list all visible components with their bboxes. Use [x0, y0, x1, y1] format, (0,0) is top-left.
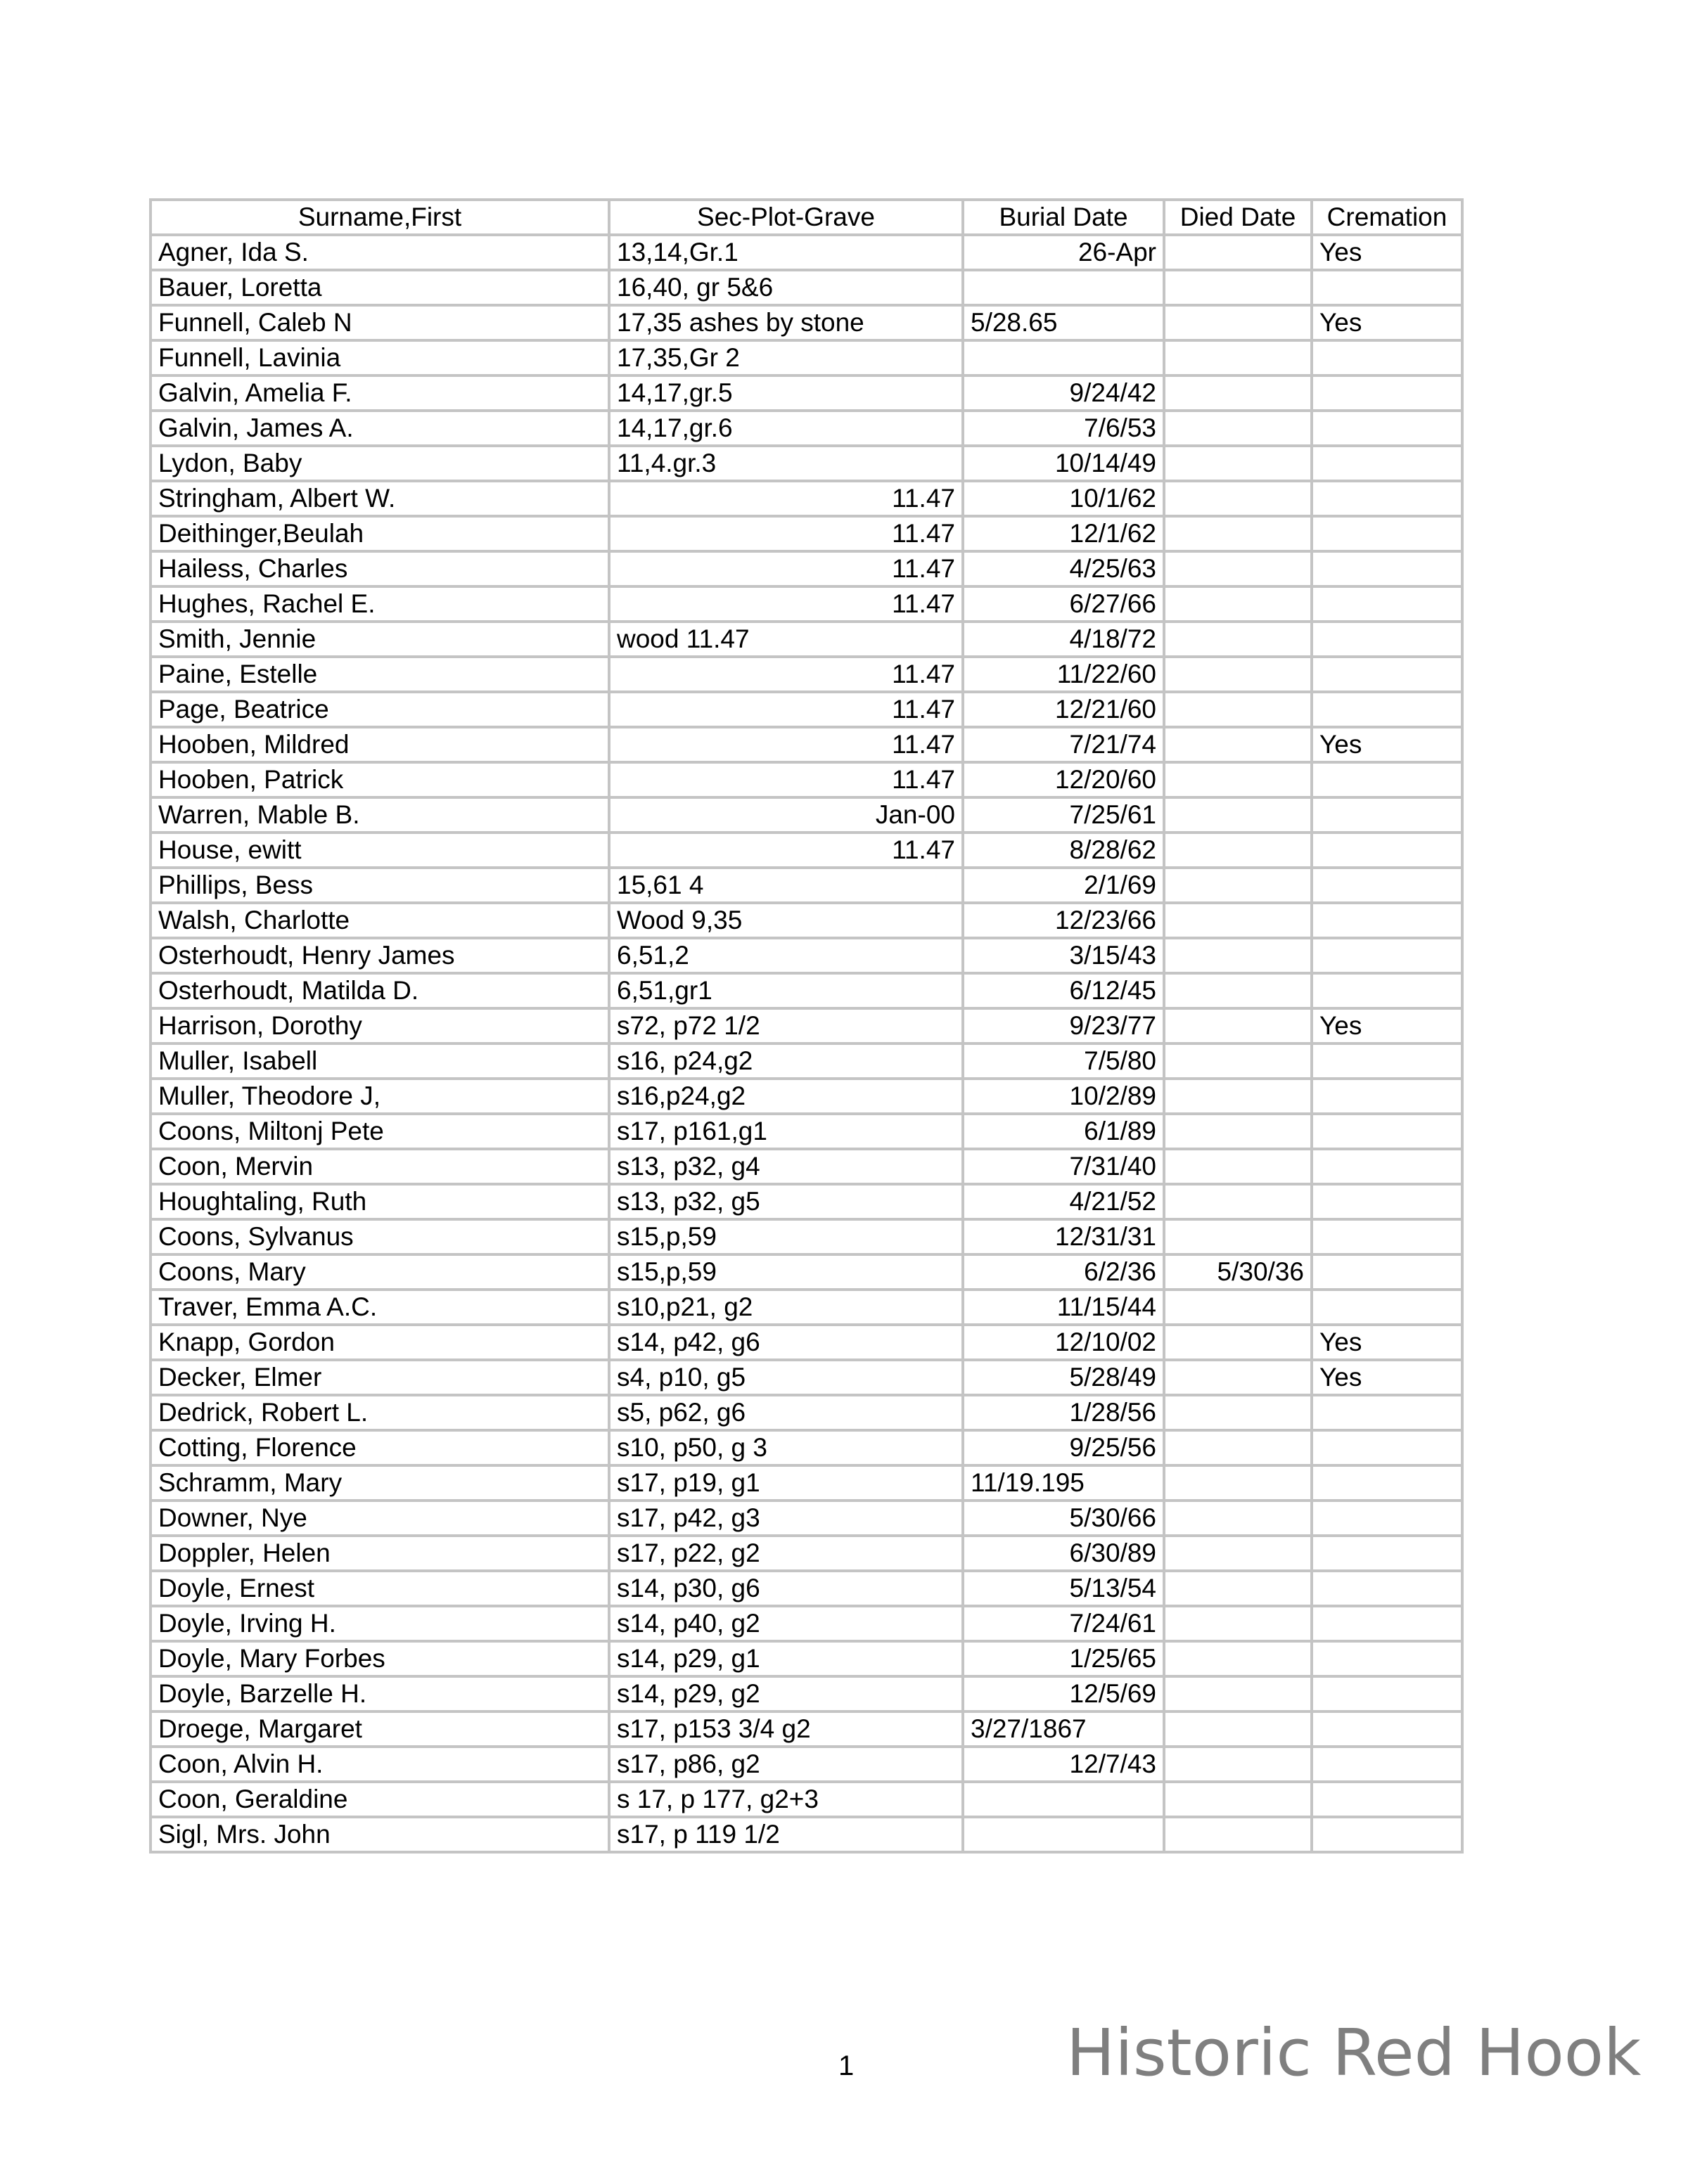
cell-cremation: [1312, 1782, 1462, 1817]
cell-name: Galvin, James A.: [151, 411, 609, 446]
cell-name: Doppler, Helen: [151, 1536, 609, 1571]
cell-sec-plot-grave: 15,61 4: [609, 868, 963, 903]
cell-cremation: [1312, 1747, 1462, 1782]
cell-cremation: [1312, 1571, 1462, 1606]
table-row: [151, 1008, 1462, 1043]
cell-cremation: [1312, 375, 1462, 411]
table-row: [151, 1501, 1462, 1536]
cell-sec-plot-grave: 11.47: [609, 727, 963, 762]
cell-sec-plot-grave: 11.47: [609, 586, 963, 622]
cell-cremation: [1312, 1711, 1462, 1747]
cell-name: Coon, Mervin: [151, 1149, 609, 1184]
cell-cremation: [1312, 1465, 1462, 1501]
cell-burial-date: 12/5/69: [963, 1676, 1164, 1711]
cell-died-date: [1164, 1676, 1312, 1711]
table-row: [151, 1184, 1462, 1219]
cell-cremation: [1312, 1079, 1462, 1114]
cell-name: Decker, Elmer: [151, 1360, 609, 1395]
cell-burial-date: 6/2/36: [963, 1254, 1164, 1290]
cell-name: Coons, Sylvanus: [151, 1219, 609, 1254]
cell-sec-plot-grave: s17, p86, g2: [609, 1747, 963, 1782]
table-row: [151, 762, 1462, 797]
table-row: [151, 1676, 1462, 1711]
cell-died-date: [1164, 375, 1312, 411]
cell-died-date: [1164, 411, 1312, 446]
cell-name: Walsh, Charlotte: [151, 903, 609, 938]
cell-died-date: [1164, 973, 1312, 1008]
table-row: [151, 1290, 1462, 1325]
cell-cremation: Yes: [1312, 727, 1462, 762]
cell-died-date: [1164, 1360, 1312, 1395]
cell-name: Knapp, Gordon: [151, 1325, 609, 1360]
cell-name: Page, Beatrice: [151, 692, 609, 727]
footer-brand-logo: Historic Red Hook: [1066, 2015, 1642, 2090]
header-died-date: Died Date: [1164, 200, 1312, 235]
cell-sec-plot-grave: s14, p30, g6: [609, 1571, 963, 1606]
table-row: [151, 622, 1462, 657]
cell-burial-date: 26-Apr: [963, 235, 1164, 270]
cell-died-date: [1164, 692, 1312, 727]
table-row: [151, 375, 1462, 411]
cell-name: Doyle, Barzelle H.: [151, 1676, 609, 1711]
cell-burial-date: 5/30/66: [963, 1501, 1164, 1536]
cell-name: House, ewitt: [151, 833, 609, 868]
cell-name: Warren, Mable B.: [151, 797, 609, 833]
cell-name: Harrison, Dorothy: [151, 1008, 609, 1043]
table-row: [151, 903, 1462, 938]
cell-cremation: [1312, 340, 1462, 375]
cell-name: Sigl, Mrs. John: [151, 1817, 609, 1852]
cell-died-date: [1164, 516, 1312, 551]
cell-sec-plot-grave: s 17, p 177, g2+3: [609, 1782, 963, 1817]
cell-sec-plot-grave: s14, p40, g2: [609, 1606, 963, 1641]
cell-sec-plot-grave: 13,14,Gr.1: [609, 235, 963, 270]
cell-died-date: [1164, 938, 1312, 973]
cell-sec-plot-grave: 14,17,gr.6: [609, 411, 963, 446]
cell-name: Stringham, Albert W.: [151, 481, 609, 516]
cell-cremation: [1312, 481, 1462, 516]
cell-name: Houghtaling, Ruth: [151, 1184, 609, 1219]
cell-died-date: [1164, 1536, 1312, 1571]
cell-died-date: [1164, 270, 1312, 305]
cell-died-date: [1164, 1290, 1312, 1325]
table-row: [151, 1641, 1462, 1676]
cell-cremation: [1312, 1606, 1462, 1641]
cell-burial-date: 12/21/60: [963, 692, 1164, 727]
table-row: [151, 1043, 1462, 1079]
cell-burial-date: 5/28.65: [963, 305, 1164, 340]
cell-cremation: [1312, 762, 1462, 797]
header-row: [151, 200, 1462, 235]
cell-burial-date: 11/22/60: [963, 657, 1164, 692]
cell-died-date: [1164, 657, 1312, 692]
cell-cremation: [1312, 797, 1462, 833]
cell-died-date: [1164, 1782, 1312, 1817]
cell-burial-date: 11/19.195: [963, 1465, 1164, 1501]
cell-burial-date: 10/14/49: [963, 446, 1164, 481]
table-row: [151, 833, 1462, 868]
cell-died-date: [1164, 1043, 1312, 1079]
table-row: [151, 692, 1462, 727]
table-row: [151, 1325, 1462, 1360]
cell-burial-date: 6/1/89: [963, 1114, 1164, 1149]
table-row: [151, 1114, 1462, 1149]
cell-name: Osterhoudt, Matilda D.: [151, 973, 609, 1008]
cell-cremation: [1312, 1676, 1462, 1711]
header-cremation: Cremation: [1312, 200, 1462, 235]
cell-name: Funnell, Lavinia: [151, 340, 609, 375]
cell-sec-plot-grave: s14, p29, g1: [609, 1641, 963, 1676]
cell-name: Droege, Margaret: [151, 1711, 609, 1747]
cell-burial-date: 11/15/44: [963, 1290, 1164, 1325]
table-row: [151, 938, 1462, 973]
cell-burial-date: 10/1/62: [963, 481, 1164, 516]
cell-name: Doyle, Irving H.: [151, 1606, 609, 1641]
cell-burial-date: 7/24/61: [963, 1606, 1164, 1641]
cell-name: Lydon, Baby: [151, 446, 609, 481]
cell-died-date: [1164, 481, 1312, 516]
cell-name: Traver, Emma A.C.: [151, 1290, 609, 1325]
cell-sec-plot-grave: s13, p32, g5: [609, 1184, 963, 1219]
cell-burial-date: [963, 270, 1164, 305]
cell-cremation: [1312, 1395, 1462, 1430]
cell-died-date: [1164, 1817, 1312, 1852]
table-row: [151, 586, 1462, 622]
cell-burial-date: 7/31/40: [963, 1149, 1164, 1184]
cell-sec-plot-grave: s17, p153 3/4 g2: [609, 1711, 963, 1747]
table-row: [151, 1219, 1462, 1254]
cell-sec-plot-grave: s16,p24,g2: [609, 1079, 963, 1114]
cell-burial-date: 7/25/61: [963, 797, 1164, 833]
cell-died-date: [1164, 551, 1312, 586]
cell-name: Paine, Estelle: [151, 657, 609, 692]
cell-cremation: Yes: [1312, 305, 1462, 340]
table-row: [151, 551, 1462, 586]
cell-burial-date: [963, 1782, 1164, 1817]
cell-died-date: [1164, 797, 1312, 833]
cell-burial-date: 5/13/54: [963, 1571, 1164, 1606]
cell-name: Hailess, Charles: [151, 551, 609, 586]
cell-died-date: [1164, 1184, 1312, 1219]
header-surname-first: Surname,First: [151, 200, 609, 235]
table-row: [151, 727, 1462, 762]
cell-died-date: [1164, 1501, 1312, 1536]
cell-died-date: [1164, 1747, 1312, 1782]
cell-burial-date: 12/23/66: [963, 903, 1164, 938]
cell-burial-date: 7/5/80: [963, 1043, 1164, 1079]
table-row: [151, 657, 1462, 692]
cell-cremation: [1312, 833, 1462, 868]
cell-cremation: [1312, 411, 1462, 446]
table-row: [151, 1536, 1462, 1571]
table-body: [151, 235, 1462, 1852]
header-sec-plot-grave: Sec-Plot-Grave: [609, 200, 963, 235]
cell-burial-date: 5/28/49: [963, 1360, 1164, 1395]
cell-burial-date: 4/25/63: [963, 551, 1164, 586]
cell-sec-plot-grave: wood 11.47: [609, 622, 963, 657]
table-row: [151, 1465, 1462, 1501]
cell-cremation: [1312, 1254, 1462, 1290]
cell-sec-plot-grave: s17, p161,g1: [609, 1114, 963, 1149]
cell-cremation: Yes: [1312, 1360, 1462, 1395]
cell-sec-plot-grave: 16,40, gr 5&6: [609, 270, 963, 305]
cell-cremation: [1312, 1184, 1462, 1219]
burial-records-table: [149, 198, 1464, 1854]
cell-burial-date: 4/21/52: [963, 1184, 1164, 1219]
cell-name: Muller, Isabell: [151, 1043, 609, 1079]
cell-burial-date: 12/7/43: [963, 1747, 1164, 1782]
cell-cremation: [1312, 657, 1462, 692]
cell-died-date: [1164, 305, 1312, 340]
cell-cremation: Yes: [1312, 235, 1462, 270]
cell-died-date: [1164, 762, 1312, 797]
cell-died-date: [1164, 1149, 1312, 1184]
cell-died-date: [1164, 235, 1312, 270]
cell-died-date: [1164, 1430, 1312, 1465]
cell-sec-plot-grave: 6,51,gr1: [609, 973, 963, 1008]
cell-sec-plot-grave: s17, p22, g2: [609, 1536, 963, 1571]
cell-died-date: [1164, 868, 1312, 903]
cell-burial-date: 1/25/65: [963, 1641, 1164, 1676]
cell-name: Hooben, Mildred: [151, 727, 609, 762]
table-row: [151, 1149, 1462, 1184]
cell-sec-plot-grave: 11.47: [609, 551, 963, 586]
cell-cremation: [1312, 1430, 1462, 1465]
cell-burial-date: 1/28/56: [963, 1395, 1164, 1430]
cell-name: Deithinger,Beulah: [151, 516, 609, 551]
cell-name: Doyle, Ernest: [151, 1571, 609, 1606]
cell-died-date: [1164, 903, 1312, 938]
cell-cremation: [1312, 446, 1462, 481]
cell-burial-date: 3/15/43: [963, 938, 1164, 973]
cell-died-date: [1164, 833, 1312, 868]
cell-burial-date: 9/23/77: [963, 1008, 1164, 1043]
cell-sec-plot-grave: Jan-00: [609, 797, 963, 833]
cell-burial-date: 7/6/53: [963, 411, 1164, 446]
table-row: [151, 1782, 1462, 1817]
cell-sec-plot-grave: s4, p10, g5: [609, 1360, 963, 1395]
header-burial-date: Burial Date: [963, 200, 1164, 235]
cell-name: Hooben, Patrick: [151, 762, 609, 797]
cell-cremation: [1312, 1641, 1462, 1676]
table-row: [151, 1430, 1462, 1465]
cell-died-date: [1164, 727, 1312, 762]
table-row: [151, 411, 1462, 446]
cell-burial-date: 6/27/66: [963, 586, 1164, 622]
table-row: [151, 235, 1462, 270]
cell-name: Downer, Nye: [151, 1501, 609, 1536]
cell-sec-plot-grave: 17,35 ashes by stone: [609, 305, 963, 340]
cell-died-date: [1164, 1325, 1312, 1360]
cell-burial-date: 6/30/89: [963, 1536, 1164, 1571]
table-row: [151, 305, 1462, 340]
cell-died-date: [1164, 1395, 1312, 1430]
cell-cremation: [1312, 551, 1462, 586]
table-row: [151, 481, 1462, 516]
cell-cremation: [1312, 1290, 1462, 1325]
cell-died-date: [1164, 586, 1312, 622]
cell-sec-plot-grave: s10, p50, g 3: [609, 1430, 963, 1465]
cell-sec-plot-grave: s14, p42, g6: [609, 1325, 963, 1360]
cell-cremation: [1312, 516, 1462, 551]
cell-died-date: [1164, 1571, 1312, 1606]
cell-cremation: Yes: [1312, 1008, 1462, 1043]
cell-name: Hughes, Rachel E.: [151, 586, 609, 622]
cell-sec-plot-grave: s17, p42, g3: [609, 1501, 963, 1536]
cell-sec-plot-grave: s72, p72 1/2: [609, 1008, 963, 1043]
cell-name: Dedrick, Robert L.: [151, 1395, 609, 1430]
table-row: [151, 340, 1462, 375]
cell-died-date: [1164, 446, 1312, 481]
cell-died-date: [1164, 1219, 1312, 1254]
cell-died-date: [1164, 622, 1312, 657]
cell-name: Osterhoudt, Henry James: [151, 938, 609, 973]
cell-name: Bauer, Loretta: [151, 270, 609, 305]
table-row: [151, 1360, 1462, 1395]
cell-sec-plot-grave: s13, p32, g4: [609, 1149, 963, 1184]
cell-cremation: [1312, 1817, 1462, 1852]
cell-sec-plot-grave: 11,4.gr.3: [609, 446, 963, 481]
cell-burial-date: 12/10/02: [963, 1325, 1164, 1360]
cell-burial-date: 12/20/60: [963, 762, 1164, 797]
cell-name: Smith, Jennie: [151, 622, 609, 657]
cell-sec-plot-grave: s15,p,59: [609, 1254, 963, 1290]
table-row: [151, 1817, 1462, 1852]
cell-burial-date: [963, 1817, 1164, 1852]
cell-died-date: [1164, 1711, 1312, 1747]
cell-name: Cotting, Florence: [151, 1430, 609, 1465]
cell-burial-date: 2/1/69: [963, 868, 1164, 903]
cell-died-date: [1164, 1079, 1312, 1114]
cell-died-date: [1164, 340, 1312, 375]
cell-cremation: [1312, 1149, 1462, 1184]
cell-cremation: [1312, 1536, 1462, 1571]
cell-sec-plot-grave: Wood 9,35: [609, 903, 963, 938]
cell-burial-date: 9/24/42: [963, 375, 1164, 411]
table-row: [151, 516, 1462, 551]
cell-sec-plot-grave: 17,35,Gr 2: [609, 340, 963, 375]
cell-burial-date: 8/28/62: [963, 833, 1164, 868]
cell-cremation: [1312, 1501, 1462, 1536]
table-row: [151, 1606, 1462, 1641]
cell-burial-date: 6/12/45: [963, 973, 1164, 1008]
cell-cremation: Yes: [1312, 1325, 1462, 1360]
cell-cremation: [1312, 692, 1462, 727]
cell-burial-date: 4/18/72: [963, 622, 1164, 657]
cell-burial-date: [963, 340, 1164, 375]
cell-cremation: [1312, 1043, 1462, 1079]
cell-name: Funnell, Caleb N: [151, 305, 609, 340]
cell-name: Coon, Geraldine: [151, 1782, 609, 1817]
cell-sec-plot-grave: 11.47: [609, 657, 963, 692]
cell-cremation: [1312, 938, 1462, 973]
cell-name: Galvin, Amelia F.: [151, 375, 609, 411]
cell-cremation: [1312, 586, 1462, 622]
table-row: [151, 1254, 1462, 1290]
cell-sec-plot-grave: 11.47: [609, 692, 963, 727]
cell-sec-plot-grave: s17, p19, g1: [609, 1465, 963, 1501]
cell-sec-plot-grave: 6,51,2: [609, 938, 963, 973]
cell-name: Doyle, Mary Forbes: [151, 1641, 609, 1676]
cell-burial-date: 12/31/31: [963, 1219, 1164, 1254]
table-row: [151, 1079, 1462, 1114]
page-number: 1: [838, 2050, 855, 2081]
cell-name: Phillips, Bess: [151, 868, 609, 903]
cell-cremation: [1312, 973, 1462, 1008]
cell-sec-plot-grave: s15,p,59: [609, 1219, 963, 1254]
cell-name: Coon, Alvin H.: [151, 1747, 609, 1782]
cell-sec-plot-grave: 14,17,gr.5: [609, 375, 963, 411]
cell-died-date: [1164, 1641, 1312, 1676]
cell-burial-date: 9/25/56: [963, 1430, 1164, 1465]
cell-cremation: [1312, 1114, 1462, 1149]
cell-cremation: [1312, 270, 1462, 305]
cell-sec-plot-grave: 11.47: [609, 762, 963, 797]
cell-burial-date: 10/2/89: [963, 1079, 1164, 1114]
table-row: [151, 1747, 1462, 1782]
cell-sec-plot-grave: s16, p24,g2: [609, 1043, 963, 1079]
cell-name: Muller, Theodore J,: [151, 1079, 609, 1114]
cell-sec-plot-grave: 11.47: [609, 481, 963, 516]
table-row: [151, 1571, 1462, 1606]
cell-name: Coons, Miltonj Pete: [151, 1114, 609, 1149]
cell-died-date: [1164, 1114, 1312, 1149]
cell-sec-plot-grave: s5, p62, g6: [609, 1395, 963, 1430]
cell-sec-plot-grave: s10,p21, g2: [609, 1290, 963, 1325]
cell-sec-plot-grave: 11.47: [609, 833, 963, 868]
cell-burial-date: 7/21/74: [963, 727, 1164, 762]
table-row: [151, 270, 1462, 305]
table-row: [151, 1711, 1462, 1747]
cell-burial-date: 3/27/1867: [963, 1711, 1164, 1747]
table-row: [151, 868, 1462, 903]
table-row: [151, 1395, 1462, 1430]
table-row: [151, 973, 1462, 1008]
cell-name: Agner, Ida S.: [151, 235, 609, 270]
cell-died-date: [1164, 1606, 1312, 1641]
cell-cremation: [1312, 1219, 1462, 1254]
table-row: [151, 797, 1462, 833]
cell-burial-date: 12/1/62: [963, 516, 1164, 551]
cell-died-date: [1164, 1465, 1312, 1501]
cell-sec-plot-grave: s17, p 119 1/2: [609, 1817, 963, 1852]
table-row: [151, 446, 1462, 481]
cell-died-date: [1164, 1008, 1312, 1043]
cell-cremation: [1312, 868, 1462, 903]
cell-cremation: [1312, 622, 1462, 657]
cell-cremation: [1312, 903, 1462, 938]
cell-name: Coons, Mary: [151, 1254, 609, 1290]
cell-sec-plot-grave: 11.47: [609, 516, 963, 551]
cell-name: Schramm, Mary: [151, 1465, 609, 1501]
cell-died-date: 5/30/36: [1164, 1254, 1312, 1290]
cell-sec-plot-grave: s14, p29, g2: [609, 1676, 963, 1711]
